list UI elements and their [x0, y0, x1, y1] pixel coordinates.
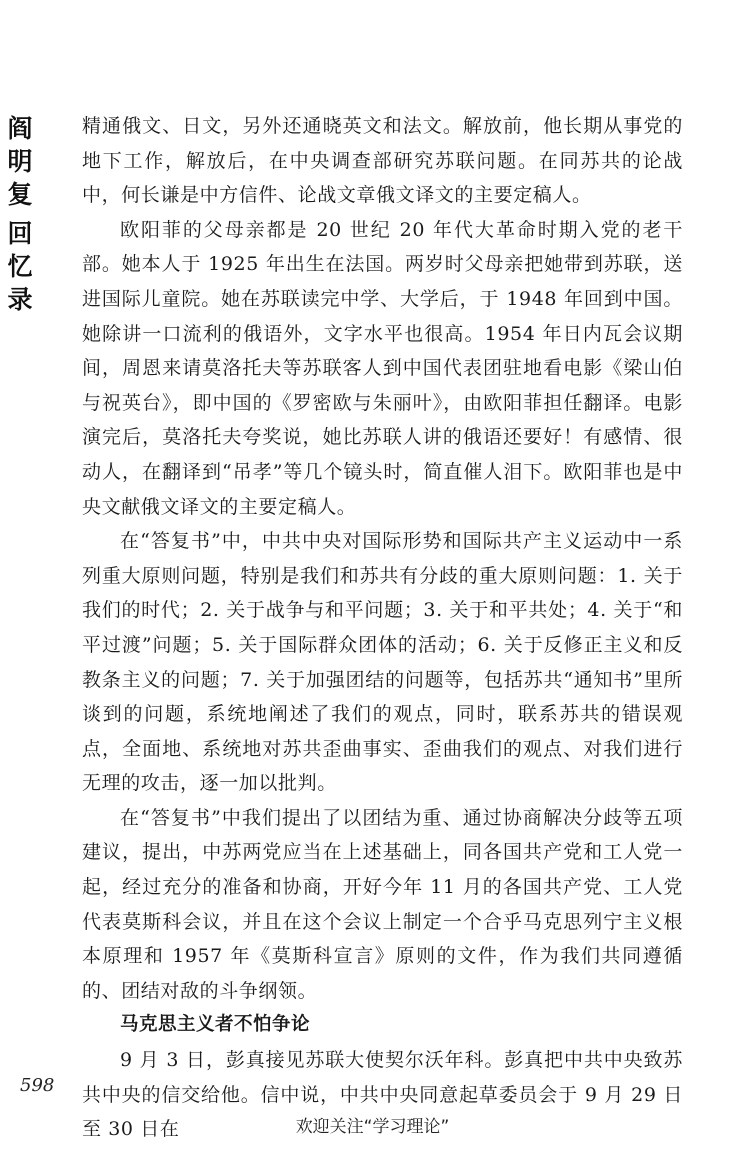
footer-watermark: 欢迎关注“学习理论”: [295, 1117, 450, 1137]
book-title-char: 阎: [7, 114, 33, 143]
body-paragraph: 9 月 3 日，彭真接见苏联大使契尔沃年科。彭真把中共中央致苏共中央的信交给他。信中说，中共中央同意起草委员会于 9 月 29 日至 30 日在: [82, 1049, 683, 1141]
book-title-char: 复: [7, 180, 33, 209]
book-title-char: 忆: [7, 252, 33, 281]
page-body: [82, 109, 683, 1147]
body-paragraph: 在“答复书”中，中共中央对国际形势和国际共产主义运动中一系列重大原则问题，特别是我们和苏共有分歧的重大原则问题：1. 关于我们的时代；2. 关于战争与和平问题；3. 关于和平共处；4. 关于“和平过渡”问题；5. 关于国际群众团体的活动；6. 关于反修正主义和反教条主义的问题；7. 关于加强团结的问题等，包括苏共“通知书”里所谈到的问题，系统地阐述了我们的观点，同时，联系苏共的错误观点，全面地、系统地对苏共歪曲事实、歪曲我们的观点、对我们进行无理的攻击，逐一加以批判。: [82, 530, 683, 795]
body-paragraph: 欧阳菲的父母亲都是 20 世纪 20 年代大革命时期入党的老干部。她本人于 1925 年出生在法国。两岁时父母亲把她带到苏联，送进国际儿童院。她在苏联读完中学、大学后，于 1948 年回到中国。她除讲一口流利的俄语外，文字水平也很高。1954 年日内瓦会议期间，周恩来请莫洛托夫等苏联客人到中国代表团驻地看电影《梁山伯与祝英台》，即中国的《罗密欧与朱丽叶》，由欧阳菲担任翻译。电影演完后，莫洛托夫夸奖说，她比苏联人讲的俄语还要好！有感情、很动人，在翻译到“吊孝”等几个镜头时，简直催人泪下。欧阳菲也是中央文献俄文译文的主要定稿人。: [82, 218, 683, 518]
book-title-char: 录: [7, 285, 33, 314]
book-title-char: 明: [7, 147, 33, 176]
body-paragraph: 在“答复书”中我们提出了以团结为重、通过协商解决分歧等五项建议，提出，中苏两党应当在上述基础上，同各国共产党和工人党一起，经过充分的准备和协商，开好今年 11 月的各国共产党、工人党代表莫斯科会议，并且在这个会议上制定一个合乎马克思列宁主义根本原理和 1957 年《莫斯科宣言》原则的文件，作为我们共同遵循的、团结对敌的斗争纲领。: [82, 806, 683, 1002]
book-title-vertical: [4, 112, 36, 316]
book-title-char: 回: [7, 219, 33, 248]
page-number: 598: [20, 1075, 55, 1096]
section-heading: 马克思主义者不怕争论: [120, 1014, 311, 1036]
body-paragraph: 精通俄文、日文，另外还通晓英文和法文。解放前，他长期从事党的地下工作，解放后，在中央调查部研究苏联问题。在同苏共的论战中，何长谦是中方信件、论战文章俄文译文的主要定稿人。: [82, 115, 683, 207]
